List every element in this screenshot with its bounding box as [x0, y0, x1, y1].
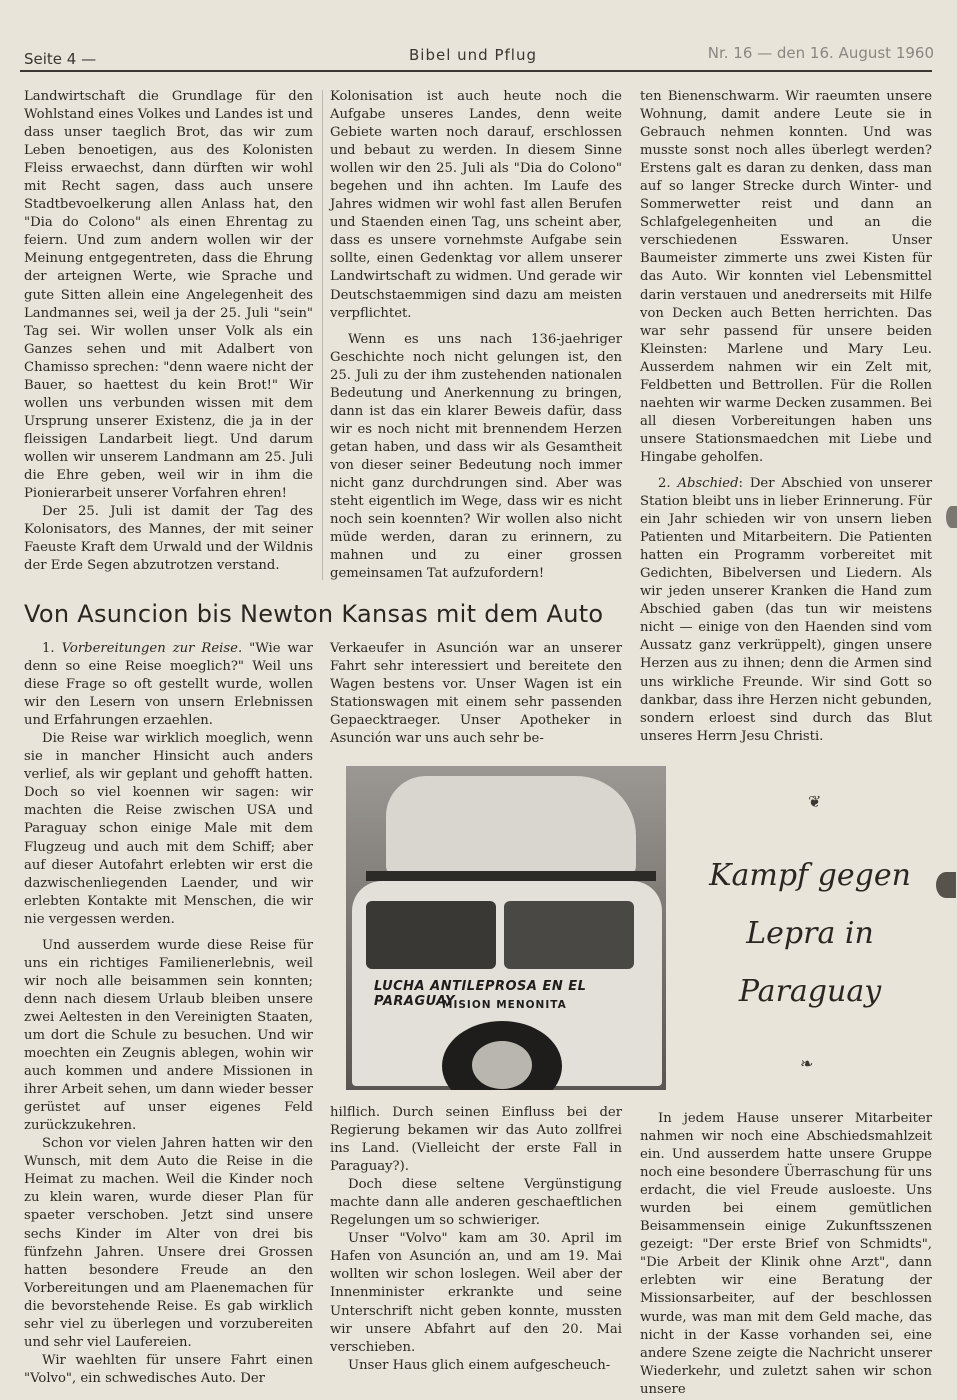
article1-column2 [330, 88, 622, 583]
paragraph: Doch diese seltene Vergünstigung machte dann alle anderen geschaeftlichen Regelungen um so schwieriger. [330, 1177, 622, 1229]
binding-hole-icon [946, 506, 957, 528]
paragraph: Verkaeufer in Asunción war an unserer Fahrt sehr interessiert und bereitete den Wagen bestens vor. Unser Wagen ist ein Stationswagen mit einem sehr passenden Gepaecktraeger. Unser Apotheker in Asunción war uns auch sehr be- [330, 641, 622, 747]
ornament-icon: ❦ [808, 792, 822, 811]
page-header [24, 44, 934, 70]
paragraph: Kolonisation ist auch heute noch die Aufgabe unseres Landes, denn weite Gebiete warten noch darauf, erschlossen und bebaut zu werden. In diesem Sinne wollen wir den 25. Juli als "Dia do Colono" begehen und ihn achten. Im Laufe des Jahres widmen wir wohl fast allen Berufen und Staenden einen Tag, uns scheint aber, dass es unsere vornehmste Aufgabe sein sollte, einen Gedenktag vor allem unserer Landwirtschaft zu widmen. Und gerade wir Deutschstaemmigen sind dazu am meisten verpflichtet. [330, 89, 622, 321]
car-body [352, 881, 662, 1086]
header-rule [20, 70, 932, 72]
paragraph: 2. Abschied: Der Abschied von unserer Station bleibt uns in lieber Erinnerung. Für ein Jahr schieden wir von unsern lieben Patienten und Mitarbeitern. Die Patienten hatten ein Programm vorbereitet mit Gedichten, Bibelversen und Liedern. Als wir jeden unserer Kranken die Hand zum Abschied gaben (das tun wir meistens nicht — einige von den Haenden sind vom Aussatz ganz verkrüppelt), gingen unsere Herzen aus zu ihnen; denn die Armen sind uns wirkliche Freunde. Wir sind Gott so dankbar, dass ihre Herzen nicht gebunden, sondern erloest sind durch das Blut unseres Herrn Jesu Christi. [640, 475, 932, 744]
luggage-bundle [386, 776, 636, 876]
car-window [366, 901, 496, 969]
binding-hole-icon [936, 872, 956, 898]
paragraph: Landwirtschaft die Grundlage für den Wohlstand eines Volkes und Landes ist und dass unser taeglich Brot, das wir zum Leben benoetigen, aus des Kolonisten Fleiss erwaechst, dann dürften wir wohl mit Recht sagen, dass auch unsere Stadtbevoelkerung allen Anlass hat, den "Dia do Colono" als einen Ehrentag zu feiern. Und zum andern wollen wir der Meinung entgegentreten, dass die Ehrung der arteignen Werte, wie Sprache und gute Sitten allein eine Angelegenheit des Landmannes sei, weil ja der 25. Juli "sein" Tag sei. Wir wollen unser Volk als ein Ganzes sehen und mit Adalbert von Chamisso sprechen: "denn waere nicht der Bauer, so haettest du kein Brot!" Wir wollen uns verbunden wissen mit dem Ursprung unserer Existenz, die ja in der fleissigen Landarbeit liegt. Und darum wollen wir unserem Landmann am 25. Juli die Ehre geben, weil wir in ihm die Pionierarbeit unserer Vorfahren ehren! [24, 89, 313, 502]
paragraph: In jedem Hause unserer Mitarbeiter nahmen wir noch eine Abschiedsmahlzeit ein. Und ausserdem hatte unsere Gruppe noch eine besondere Überraschung für uns erdacht, die viel Freude ausloeste. Uns wurden bei einem gemütlichen Beisammensein einige Zukunftsszenen gezeigt: "Der erste Brief von Schmidts", "Die Arbeit der Klinik ohne Arzt", dann erlebten wir eine Beratung der Missionsarbeiter, auf der beschlossen wurde, was man mit dem Geld mache, das nicht in der Kasse vorhanden sei, eine andere Szene zeigte die Nachricht unserer Wiederkehr, und zuletzt sahen wir schon unsere [640, 1111, 932, 1397]
section-heading: Abschied [677, 475, 739, 491]
roof-rack [366, 871, 656, 881]
section-number: 2. [658, 475, 671, 491]
paragraph: Unser Haus glich einem aufgescheuch- [348, 1357, 611, 1373]
ornament-icon: ❧ [800, 1054, 814, 1073]
paragraph: Und ausserdem wurde diese Reise für uns ein richtiges Familienerlebnis, weil wir noch alle beisammen sein konnten; denn nach diesem Urlaub bleiben unsere zwei Aeltesten in den Vereinigten Staaten, um dort die Schule zu besuchen. Und wir moechten ein Zeugnis ablegen, wohin wir auch kommen und andere Missionen in ihrer Arbeit sehen, um dann wieder besser gerüstet auf unser eigenes Feld zurückzukehren. [24, 937, 313, 1134]
car-window [504, 901, 634, 969]
section-heading: Vorbereitungen zur Reise. [61, 641, 243, 656]
paragraph-text: "Wie war denn so eine Reise moeglich?" Weil uns diese Frage so oft gestellt wurde, wollen wir den Lesern von unsern Erlebnissen und Erfahrungen erzaehlen. [24, 641, 313, 729]
article2-column2-bottom [330, 1104, 622, 1375]
paragraph: Wenn es uns nach 136-jaehriger Geschichte noch nicht gelungen ist, den 25. Juli zu der ihm zustehenden nationalen Bedeutung und Anerkennung zu bringen, dann ist das ein klarer Beweis dafür, dass wir es noch nicht mit brennendem Herzen getan haben, und dass wir als Gesamtheit von dieser seiner Bedeutung noch immer nicht ganz durchdrungen sind. Aber was steht eigentlich im Wege, dass wir es nicht noch sein koennten? Wir wollen also nicht müde werden, daran zu erinnern, zu mahnen und zu einer grossen gemeinsamen Tat aufzufordern! [330, 331, 622, 582]
paragraph: Unser "Volvo" kam am 30. April im Hafen von Asunción an, und am 19. Mai wollten wir schon loslegen. Weil aber der Innenminister erkrankte und seine Unterschrift nicht geben konnte, mussten wir unsere Abfahrt auf den 20. Mai verschieben. [330, 1231, 622, 1355]
article2-column3-bottom [640, 1110, 932, 1399]
paragraph: Schon vor vielen Jahren hatten wir den Wunsch, mit dem Auto die Reise in die Heimat zu machen. Weil die Kinder noch zu klein waren, wurde dieser Plan für spaeter verschoben. Jetzt sind unsere sechs Kinder im Alter von drei bis fünfzehn Jahren. Unsere drei Grossen hatten besondere Freude an den Vorbereitungen und am Plaenemachen für die bevorstehende Reise. Es gab wirklich sehr viel zu überlegen und vorzubereiten und sehr viel Laufereien. [24, 1136, 313, 1350]
paragraph: ten Bienenschwarm. Wir raeumten unsere Wohnung, damit andere Leute sie in Gebrauch nehmen konnten. Und was musste sonst noch alles überlegt werden? Erstens galt es daran zu denken, dass man auf so langer Strecke durch Winter- und Sommerwetter reist und dann an Schlafgelegenheiten und an die verschiedenen Esswaren. Unser Baumeister zimmerte uns zwei Kisten für das Auto. Wir konnten viel Lebensmittel darin verstauen und anedrerseits mit Hilfe von Decken auch Betten herrichten. Das war sehr passend für unsere beiden Kleinsten: Marlene und Mary Leu. Ausserdem nahmen wir ein Zelt mit, Feldbetten und Bettrollen. Für die Rollen naehten wir warme Decken zusammen. Bei all diesen Vorbereitungen haben uns unsere Stationsmaedchen mit Liebe und Hingabe geholfen. [640, 89, 932, 465]
car-sign-line1: LUCHA ANTILEPROSA EN EL PARAGUAY [374, 979, 587, 1009]
car-sign-line2: MISION MENONITA [442, 999, 567, 1011]
paragraph-text: Der Abschied von unserer Station bleibt uns in lieber Erinnerung. Für ein Jahr schieden wir von unsern lieben Patienten und Mitarbeitern. Die Patienten hatten ein Programm vorbereitet mit Gedichten, Bibelversen und Liedern. Als wir jeden unserer Kranken die Hand zum Abschied gaben (das tun wir meistens nicht — einige von den Haenden sind vom Aussatz ganz verkrüppelt), gingen unsere Herzen aus zu ihnen; denn die Armen sind uns wirkliche Freunde. Wir sind Gott so dankbar, dass ihre Herzen nicht gebunden, sondern erloest sind durch das Blut unseres Herrn Jesu Christi. [640, 475, 932, 744]
promo-line3: Paraguay [738, 974, 882, 1009]
column-divider [322, 90, 323, 580]
publication-title: Bibel und Pflug [409, 46, 537, 64]
article2-column2-top [330, 640, 622, 748]
promo-line2: Lepra in [746, 916, 874, 951]
paragraph: Wir waehlten für unsere Fahrt einen "Volvo", ein schwedisches Auto. Der [24, 1352, 313, 1386]
promo-line1: Kampf gegen [709, 858, 911, 893]
wheel-hub [472, 1041, 532, 1089]
issue-date: Nr. 16 — den 16. August 1960 [707, 44, 934, 62]
article1-column1 [24, 88, 313, 575]
paragraph: Der 25. Juli ist damit der Tag des Kolonisators, des Mannes, der mit seiner Faeuste Kraft dem Urwald und der Wildnis der Erde Segen abzutrotzen verstand. [24, 504, 313, 574]
paragraph [24, 640, 313, 730]
page-number: Seite 4 — [24, 50, 97, 68]
article2-headline: Von Asuncion bis Newton Kansas mit dem Auto [24, 600, 604, 628]
paragraph: hilflich. Durch seinen Einfluss bei der Regierung bekamen wir das Auto zollfrei ins Land. (Vielleicht der erste Fall in Paraguay?). [330, 1105, 622, 1175]
section-number: 1. [42, 641, 55, 656]
article2-column3 [640, 88, 932, 746]
article2-column1 [24, 640, 313, 1388]
paragraph: Die Reise war wirklich moeglich, wenn sie in mancher Hinsicht auch anders verlief, als wir geplant und gehofft hatten. Doch so viel koennen wir sagen: wir machten die Reise zwischen USA und Paraguay schon einige Male mit dem Flugzeug und auch mit dem Schiff; aber auf dieser Autofahrt erlebten wir erst die dazwischenliegenden Laender, und wir erlebten Kontakte mit Menschen, die wir nie vergessen werden. [24, 731, 313, 927]
volvo-photo [346, 766, 666, 1090]
